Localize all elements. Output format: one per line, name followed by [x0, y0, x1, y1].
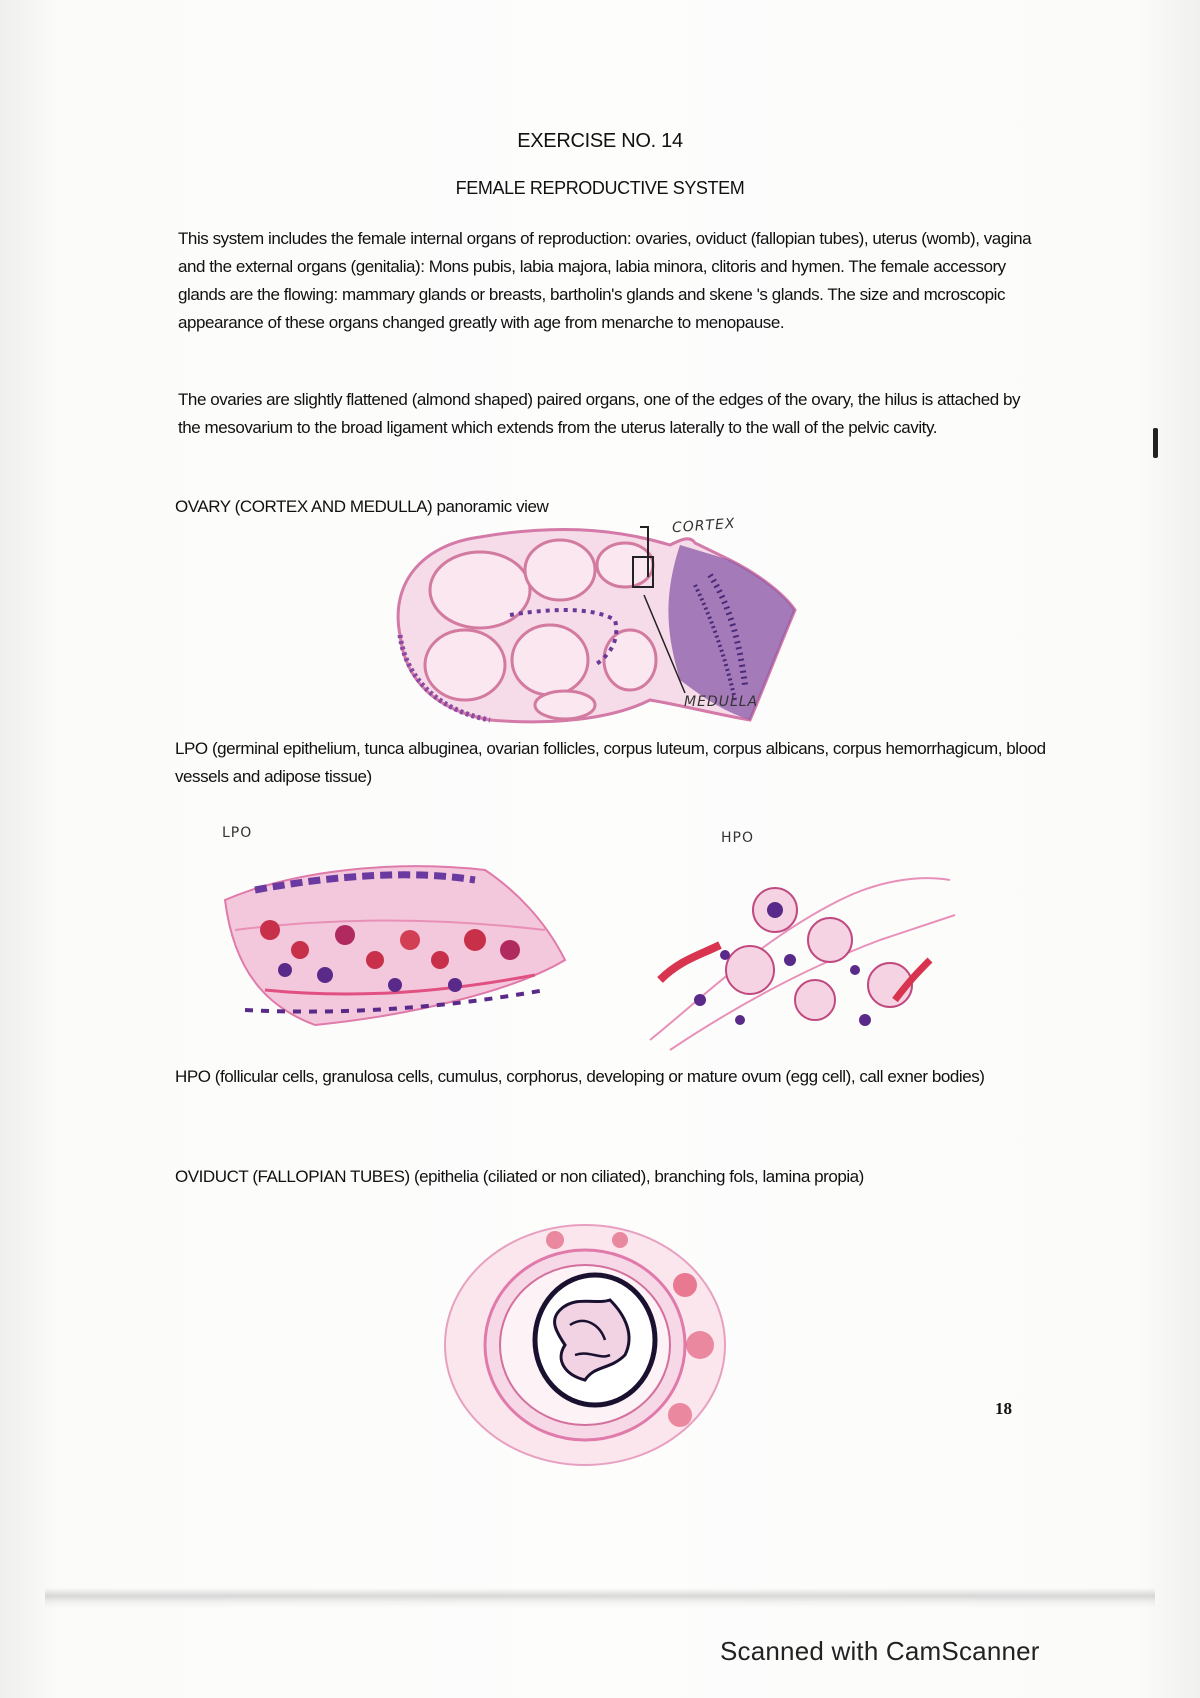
scan-artifact	[1153, 428, 1158, 458]
lpo-heading: LPO (germinal epithelium, tunca albuginea, ovarian follicles, corpus luteum, corpus albicans, corpus hemorrhagicum, blood vessels and adipose tissue)	[175, 739, 1046, 786]
hpo-drawing	[640, 860, 960, 1060]
hpo-drawing-label: HPO	[721, 830, 754, 846]
hpo-heading: HPO (follicular cells, granulosa cells, cumulus, corphorus, developing or mature ovum (egg cell), call exner bodies)	[175, 1067, 985, 1086]
cortex-label: CORTEX	[671, 515, 736, 537]
lpo-drawing	[215, 840, 575, 1030]
section-subtitle: FEMALE REPRODUCTIVE SYSTEM	[455, 178, 745, 198]
camscanner-watermark: Scanned with CamScanner	[720, 1636, 1040, 1666]
intro-paragraph: This system includes the female internal organs of reproduction: ovaries, oviduct (fallopian tubes), uterus (womb), vagina and the external organs (genitalia): Mons pubis, labia majora, labia minora, clitoris and hymen. The female accessory glands are the flowing: mammary glands or breasts, bartholin's glands and skene 's glands. The size and mcroscopic appearance of these organs changed greatly with age from menarche to menopause.	[178, 229, 1032, 332]
lpo-drawing-label: LPO	[222, 825, 253, 841]
scan-edge-shadow	[45, 1588, 1155, 1608]
ovary-heading: OVARY (CORTEX AND MEDULLA) panoramic view	[175, 497, 549, 516]
page-number: 18	[995, 1399, 1012, 1418]
ovary-paragraph: The ovaries are slightly flattened (almond shaped) paired organs, one of the edges of the ovary, the hilus is attached by the mesovarium to the broad ligament which extends from the uterus laterally to the wall of the pelvic cavity.	[178, 390, 1021, 437]
exercise-title: EXERCISE NO. 14	[517, 130, 683, 152]
medulla-label: MEDULLA	[684, 694, 759, 710]
oviduct-drawing	[435, 1215, 735, 1475]
oviduct-heading: OVIDUCT (FALLOPIAN TUBES) (epithelia (ciliated or non ciliated), branching fols, lamina propia)	[175, 1167, 864, 1186]
